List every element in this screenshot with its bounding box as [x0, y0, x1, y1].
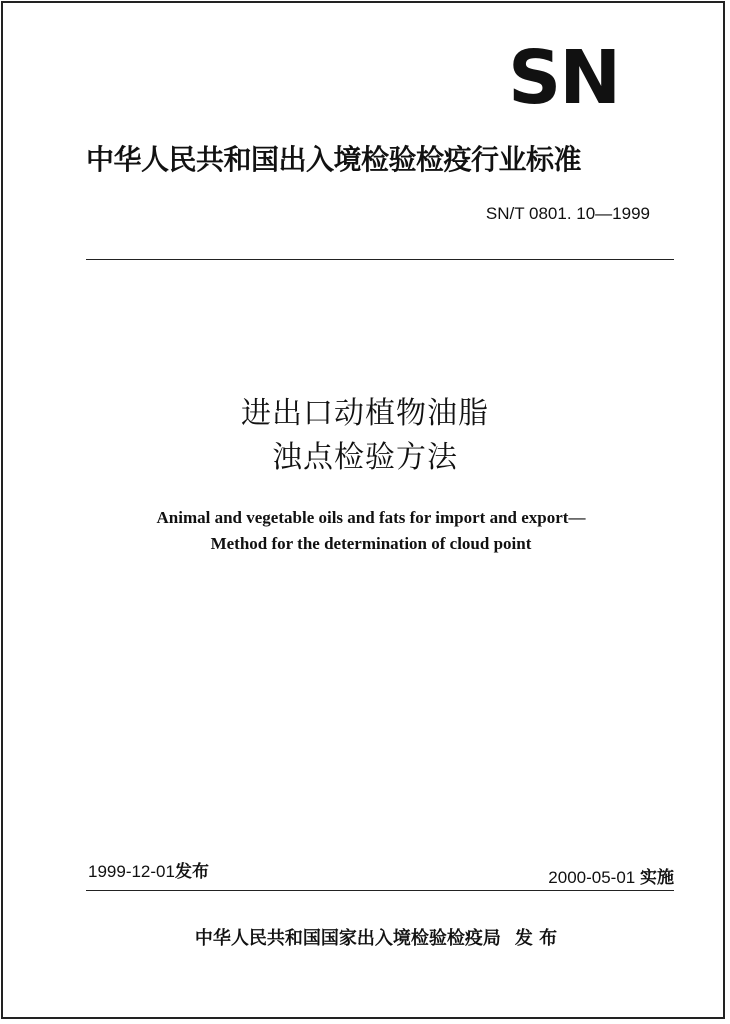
sn-logo: SN — [508, 35, 620, 121]
implementation-date — [548, 866, 674, 890]
issue-label: 发布 — [174, 862, 209, 881]
implementation-date-value: 2000-05-01 — [548, 868, 636, 887]
chinese-title-line-2: 浊点检验方法 — [272, 440, 458, 475]
english-title-line-1: Animal and vegetable oils and fats for import and export— — [156, 508, 586, 527]
publish-label: 发 布 — [514, 928, 558, 949]
issue-date — [88, 860, 209, 884]
implementation-label: 实施 — [640, 868, 674, 887]
chinese-title — [0, 392, 730, 480]
english-title-line-2: Method for the determination of cloud point — [210, 534, 532, 553]
chinese-title-line-1: 进出口动植物油脂 — [241, 396, 489, 431]
bottom-divider — [86, 890, 674, 891]
standard-number: SN/T 0801. 10—1999 — [485, 204, 650, 223]
issue-date-value: 1999-12-01 — [88, 862, 175, 881]
agency-title: 中华人民共和国出入境检验检疫行业标准 — [86, 143, 582, 176]
top-divider — [86, 259, 674, 260]
english-title — [0, 505, 730, 557]
publisher-line — [0, 925, 730, 953]
publisher-name: 中华人民共和国国家出入境检验检疫局 — [194, 928, 501, 949]
